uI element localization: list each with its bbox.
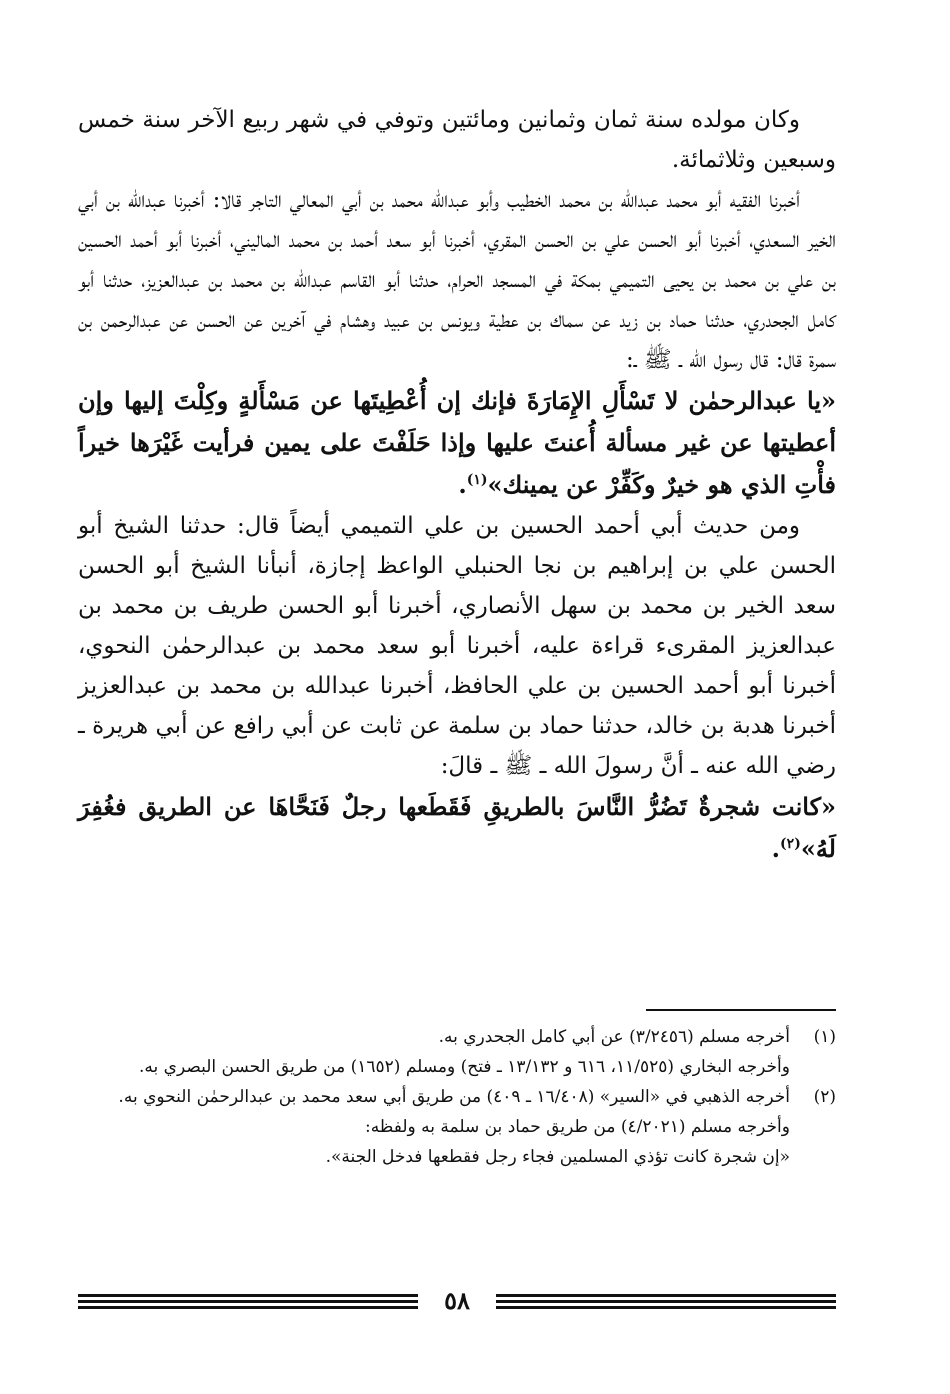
- footnote-2-line-2: وأخرجه مسلم (٤/٢٠٢١) من طريق حماد بن سلمة به ولفظه:: [364, 1117, 790, 1137]
- main-text: [78, 100, 836, 870]
- footnote-2: [78, 1082, 836, 1112]
- hadith-2-end: .: [771, 834, 781, 863]
- hadith-1-end: .: [458, 470, 467, 499]
- footnote-separator: [646, 1009, 836, 1011]
- footer-rule-right: [496, 1294, 836, 1312]
- hadith-text-2: [78, 786, 836, 870]
- footer-rule-left: [78, 1294, 418, 1312]
- footnotes: [78, 1022, 836, 1172]
- hadith-text-1: [78, 380, 836, 506]
- footnote-1-line-1: أخرجه مسلم (٣/٢٤٥٦) عن أبي كامل الجحدري به.: [438, 1027, 790, 1047]
- footnote-ref-2: (٢): [780, 836, 801, 852]
- footnote-2-number: (٢): [813, 1087, 836, 1107]
- hadith-1-body: «يا عبدالرحمٰن لا تَسْأَلِ الإِمَارَةَ فإنك إن أُعْطِيتَها عن مَسْأَلةٍ وكِلْتَ إليها وإن أعطيتها عن غير مسألة أُعنتَ عليها وإذا حَلَفْتَ على يمين فرأيت غَيْرَها خيراً فأْتِ الذي هو خيرٌ وكَفِّرْ عن يمينك»: [78, 386, 836, 499]
- paragraph-isnad-2: ومن حديث أبي أحمد الحسين بن علي التميمي أيضاً قال: حدثنا الشيخ أبو الحسن علي بن إبراهيم بن نجا الحنبلي الواعظ إجازة، أنبأنا الشيخ أبو الحسن سعد الخير بن محمد بن سهل الأنصاري، أخبرنا أبو الحسن طريف بن محمد بن عبدالعزيز المقرىء قراءة عليه، أخبرنا أبو سعد محمد بن عبدالرحمٰن النحوي، أخبرنا أبو أحمد الحسين بن علي الحافظ، أخبرنا عبدالله بن محمد بن عبدالعزيز أخبرنا هدبة بن خالد، حدثنا حماد بن سلمة عن ثابت عن أبي رافع عن أبي هريرة ـ رضي الله عنه ـ أنَّ رسولَ الله ـ ﷺ ـ قالَ:: [78, 513, 836, 779]
- footnote-2-line-1: أخرجه الذهبي في «السير» (١٦/٤٠٨ ـ ٤٠٩) من طريق أبي سعد محمد بن عبدالرحمٰن النحوي به.: [118, 1087, 790, 1107]
- footnote-1: [78, 1022, 836, 1052]
- page-number: ٥٨: [444, 1286, 470, 1315]
- footnote-1-line-2: وأخرجه البخاري (١١/٥٢٥، ٦١٦ و ١٣/١٣٢ ـ فتح) ومسلم (١٦٥٢) من طريق الحسن البصري به.: [139, 1057, 790, 1077]
- paragraph-isnad-1: أخبرنا الفقيه أبو محمد عبدالله بن محمد الخطيب وأبو عبدالله محمد بن أبي المعالي التاجر قالا: أخبرنا عبدالله بن أبي الخير السعدي، أخبرنا أبو الحسن علي بن الحسن المقري، أخبرنا أبو سعد أحمد بن محمد الماليني، أخبرنا أبو أحمد الحسين بن علي بن محمد بن يحيى التميمي بمكة في المسجد الحرام، حدثنا أبو القاسم عبدالله بن محمد بن عبدالعزيز، حدثنا أبو كامل الجحدري، حدثنا حماد بن زيد عن سماك بن عطية ويونس بن عبيد وهشام في آخرين عن الحسن عن عبدالرحمن بن سمرة قال: قال رسول الله ـ ﷺ ـ:: [78, 187, 837, 373]
- hadith-2-body: «كانت شجرةٌ تَضُرُّ النَّاسَ بالطريقِ فَقَطَعها رجلٌ فَنَحَّاهَا عن الطريق فغُفِرَ لَهُ»: [78, 792, 836, 863]
- footnote-ref-1: (١): [466, 472, 488, 488]
- footnote-2-line-3: «إن شجرة كانت تؤذي المسلمين فجاء رجل فقطعها فدخل الجنة».: [325, 1147, 790, 1167]
- footnote-1-number: (١): [813, 1027, 836, 1047]
- paragraph-birth-death: وكان مولده سنة ثمان وثمانين ومائتين وتوفي في شهر ربيع الآخر سنة خمس وسبعين وثلاثمائة.: [78, 107, 836, 173]
- page-footer: [78, 1286, 836, 1316]
